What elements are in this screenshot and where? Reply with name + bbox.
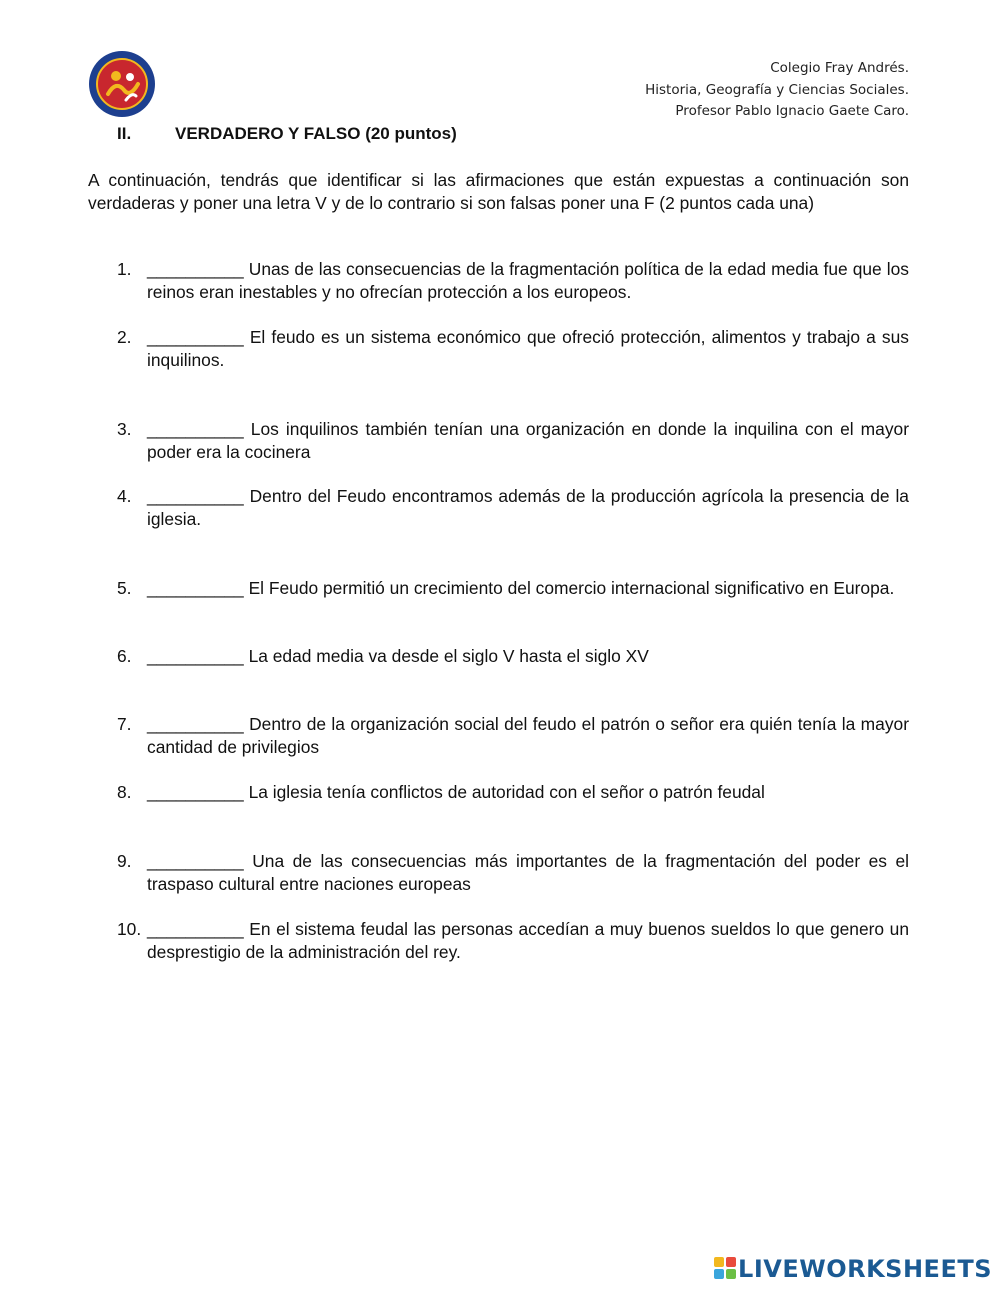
question-text: La edad media va desde el siglo V hasta el siglo XV xyxy=(248,646,649,666)
liveworksheets-logo-icon xyxy=(714,1257,736,1281)
answer-blank[interactable]: __________ xyxy=(147,851,244,871)
section-heading: VERDADERO Y FALSO (20 puntos) xyxy=(175,124,457,143)
question-number: 2. xyxy=(117,327,132,347)
question-number: 9. xyxy=(117,851,132,871)
liveworksheets-footer xyxy=(714,1254,992,1284)
question-number: 6. xyxy=(117,646,132,666)
question-text: Dentro del Feudo encontramos además de la producción agrícola la presencia de la iglesia. xyxy=(147,486,909,529)
subject-name: Historia, Geografía y Ciencias Sociales. xyxy=(645,81,909,98)
question-number: 4. xyxy=(117,486,132,506)
answer-blank[interactable]: __________ xyxy=(147,782,244,802)
question-text: Dentro de la organización social del feudo el patrón o señor era quién tenía la mayor cantidad de privilegios xyxy=(147,714,909,757)
question-number: 10. xyxy=(117,919,142,939)
answer-blank[interactable]: __________ xyxy=(147,919,244,939)
question-item xyxy=(117,645,909,668)
question-text: El Feudo permitió un crecimiento del comercio internacional significativo en Europa. xyxy=(248,578,895,598)
question-text: Una de las consecuencias más importantes de la fragmentación del poder es el traspaso cultural entre naciones europeas xyxy=(147,851,909,894)
question-number: 1. xyxy=(117,259,132,279)
section-number: II. xyxy=(117,124,132,143)
question-item xyxy=(117,326,909,372)
teacher-name: Profesor Pablo Ignacio Gaete Caro. xyxy=(675,103,909,119)
question-item xyxy=(117,418,909,464)
question-number: 3. xyxy=(117,419,132,439)
answer-blank[interactable]: __________ xyxy=(147,486,244,506)
question-item xyxy=(117,781,909,804)
question-text: Los inquilinos también tenían una organización en donde la inquilina con el mayor poder era la cocinera xyxy=(147,419,909,462)
question-item xyxy=(117,713,909,759)
answer-blank[interactable]: __________ xyxy=(147,714,244,734)
answer-blank[interactable]: __________ xyxy=(147,327,244,347)
answer-blank[interactable]: __________ xyxy=(147,646,244,666)
school-logo xyxy=(86,50,158,118)
school-name: Colegio Fray Andrés. xyxy=(770,60,909,76)
question-item xyxy=(117,485,909,531)
document-header xyxy=(645,58,909,123)
section-title xyxy=(117,124,457,144)
question-item xyxy=(117,577,909,600)
question-item xyxy=(117,850,909,896)
question-text: La iglesia tenía conflictos de autoridad con el señor o patrón feudal xyxy=(248,782,765,802)
instructions: A continuación, tendrás que identificar si las afirmaciones que están expuestas a continuación son verdaderas y poner una letra V y de lo contrario si son falsas poner una F (2 puntos cada una) xyxy=(88,170,909,213)
answer-blank[interactable]: __________ xyxy=(147,259,244,279)
liveworksheets-brand: LIVEWORKSHEETS xyxy=(738,1255,992,1283)
question-item xyxy=(117,918,909,964)
question-number: 7. xyxy=(117,714,132,734)
answer-blank[interactable]: __________ xyxy=(147,419,244,439)
question-text: Unas de las consecuencias de la fragmentación política de la edad media fue que los reinos eran inestables y no ofrecían protección a los europeos. xyxy=(147,259,909,302)
question-number: 8. xyxy=(117,782,132,802)
answer-blank[interactable]: __________ xyxy=(147,578,244,598)
question-text: El feudo es un sistema económico que ofreció protección, alimentos y trabajo a sus inquilinos. xyxy=(147,327,909,370)
question-item xyxy=(117,258,909,304)
question-text: En el sistema feudal las personas accedían a muy buenos sueldos lo que genero un desprestigio de la administración del rey. xyxy=(147,919,909,962)
question-number: 5. xyxy=(117,578,132,598)
